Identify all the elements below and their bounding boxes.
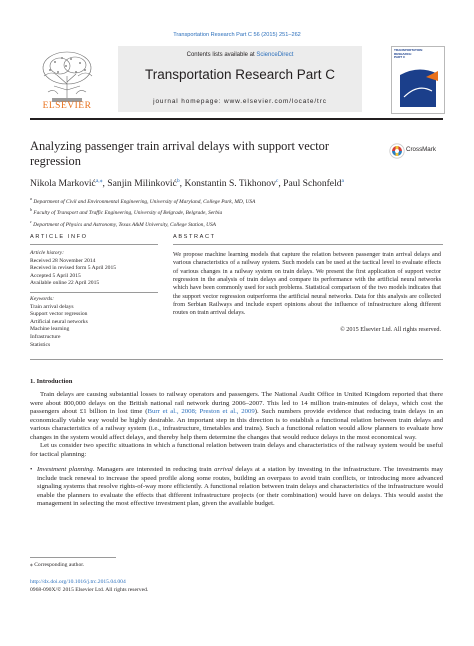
- history-item: Accepted 5 April 2015: [30, 272, 81, 279]
- citation-link[interactable]: Burr et al., 2008; Preston et al., 2009: [147, 408, 255, 416]
- intro-p1-text-b: ). Such numbers provide evidence that reducing train delays in an economically viable way would be highly desirable. An important step in this direction is to establish a functional relation between train delays and various characteristics of a railway system (i.e., infrastructure, timetables and trains). Such a functional relation would allow planners to evaluate how changes in the system would affect delays, and thereby help them determine the changes that would reduce delays in the most economical way.: [30, 408, 443, 441]
- keyword-item: Artificial neural networks: [30, 318, 88, 325]
- affiliation-mark: a: [30, 196, 32, 201]
- contents-prefix: Contents lists available at: [186, 52, 257, 58]
- intro-p1-text-a: Train delays are causing substantial losses to railway operators and passengers. The National Audit Office in United Kingdom reported that there were about 800,000 delays on the British national rail network during 2006–2007. This led to 14 million train-minutes of delays, which cost the passengers about £1 billion in lost time (: [30, 391, 443, 416]
- affiliation-text: Faculty of Transport and Traffic Engineering, University of Belgrade, Belgrade, Serbia: [33, 210, 223, 217]
- footnote-rule: [30, 557, 116, 558]
- affiliation-line: [30, 206, 450, 217]
- bullet-text-b: delays at a station by investing in the infrastructure. The investments may include track renewal to increase the speed profile along some routes, building an overpass to avoid train conflicts, or introducing more advanced signaling systems that resolve rights-of-way more efficiently. A functional relation between train delays and characteristics of the infrastructure would enable the planners to evaluate the effects that different infrastructure projects (or their combination) would have on delays. This would assist the management in selecting the most effective investment plan, given the available budget.: [37, 466, 443, 508]
- history-item: Available online 22 April 2015: [30, 280, 100, 287]
- elsevier-wordmark: ELSEVIER: [42, 101, 92, 111]
- author-marks[interactable]: a: [341, 178, 345, 184]
- author-separator: ,: [278, 178, 284, 190]
- abstract-rule: [173, 244, 443, 245]
- contents-line: [118, 52, 362, 58]
- history-item: Received in revised form 5 April 2015: [30, 265, 117, 272]
- cover-title: [394, 49, 440, 60]
- crossmark-icon[interactable]: [389, 143, 405, 159]
- intro-paragraph-2: Let us consider two specific situations in which a functional relation between train delays and characteristics of the railway system would be useful for tactical planning:: [30, 442, 443, 458]
- affiliation-mark: c: [30, 218, 32, 224]
- journal-title: Transportation Research Part C: [144, 67, 336, 82]
- front-matter-rule: [30, 359, 443, 360]
- bullet-item-investment-planning: [30, 466, 443, 509]
- keywords: [30, 296, 165, 349]
- author-name[interactable]: Paul Schonfeld: [283, 178, 342, 190]
- affiliation-line: [30, 218, 450, 229]
- keyword-item: Infrastructure: [30, 333, 61, 340]
- affiliation-line: [30, 195, 450, 206]
- author-name[interactable]: Konstantin S. Tikhonov: [184, 178, 276, 190]
- article-history: [30, 250, 165, 288]
- doi-link[interactable]: http://dx.doi.org/10.1016/j.trc.2015.04.004: [30, 579, 126, 585]
- history-label: Article history:: [30, 250, 65, 256]
- keyword-item: Machine learning: [30, 326, 70, 333]
- history-divider: [30, 292, 158, 293]
- crossmark-label[interactable]: CrossMark: [406, 146, 436, 153]
- bullet-text-a: Managers are interested in reducing train: [94, 466, 215, 473]
- issn-line: 0968-090X/© 2015 Elsevier Ltd. All rights reserved.: [30, 586, 149, 593]
- doi-block: [30, 579, 148, 594]
- abstract-text: We propose machine learning models that capture the relation between passenger train arrival delays and various characteristics of a railway system. Such models can be used at the tactical level to evaluate effects of various changes in a railway system on train delays. We present the first application of support vector regression in the analysis of train delays and compare its performance with the artificial neural networks which have been commonly used for such problems. Statistical comparison of the two models indicates that the support vector regression outperforms the artificial neural networks. Data for this analysis are collected from Serbian Railways and include expert opinions about the influence of infrastructure along different routes on train arrival delays.: [173, 251, 441, 317]
- bullet-icon: •: [30, 466, 33, 473]
- affiliation-mark: b: [30, 207, 32, 213]
- affiliation-text: Department of Civil and Environmental Engineering, University of Maryland, College Park, MD, USA: [33, 198, 256, 205]
- sciencedirect-link[interactable]: ScienceDirect: [256, 52, 294, 58]
- author-name[interactable]: Sanjin Milinković: [107, 178, 177, 190]
- cover-line: RESEARCH: [394, 51, 412, 56]
- bullet-label: Investment planning.: [37, 466, 95, 473]
- corresponding-author-footnote: ⁎ Corresponding author.: [30, 562, 85, 568]
- cover-line: PART C: [394, 55, 406, 60]
- keyword-item: Statistics: [30, 341, 51, 348]
- article-info-rule: [30, 244, 158, 245]
- author-marks[interactable]: a,⁎: [95, 178, 103, 184]
- keyword-item: Support vector regression: [30, 311, 88, 318]
- article-title: Analyzing passenger train arrival delays with support vector regression: [30, 139, 330, 168]
- article-info-heading: ARTICLE INFO: [30, 234, 88, 240]
- author-marks[interactable]: c: [275, 178, 279, 184]
- affiliation-text: Department of Physics and Astronomy, Texas A&M University, College Station, USA: [33, 221, 216, 228]
- masthead-rule: [30, 118, 443, 120]
- keywords-label: Keywords:: [30, 296, 55, 302]
- bullet-emphasis: arrival: [214, 466, 233, 473]
- author-separator: ,: [102, 178, 108, 190]
- abstract-heading: ABSTRACT: [173, 234, 216, 240]
- journal-citation[interactable]: Transportation Research Part C 56 (2015) 251–262: [173, 32, 301, 38]
- abstract-copyright: © 2015 Elsevier Ltd. All rights reserved.: [340, 326, 441, 333]
- author-separator: ,: [179, 178, 185, 190]
- author-list: [30, 178, 450, 189]
- journal-homepage[interactable]: journal homepage: www.elsevier.com/locate/trc: [153, 98, 327, 105]
- cover-line: TRANSPORTATION: [394, 48, 423, 52]
- affiliations: [30, 195, 450, 229]
- keyword-item: Train arrival delays: [30, 303, 74, 310]
- intro-paragraph-1: [30, 391, 443, 443]
- section-heading-introduction: 1. Introduction: [30, 378, 73, 385]
- history-item: Received 28 November 2014: [30, 257, 96, 264]
- author-marks[interactable]: b: [176, 178, 180, 184]
- author-name[interactable]: Nikola Marković: [30, 178, 96, 190]
